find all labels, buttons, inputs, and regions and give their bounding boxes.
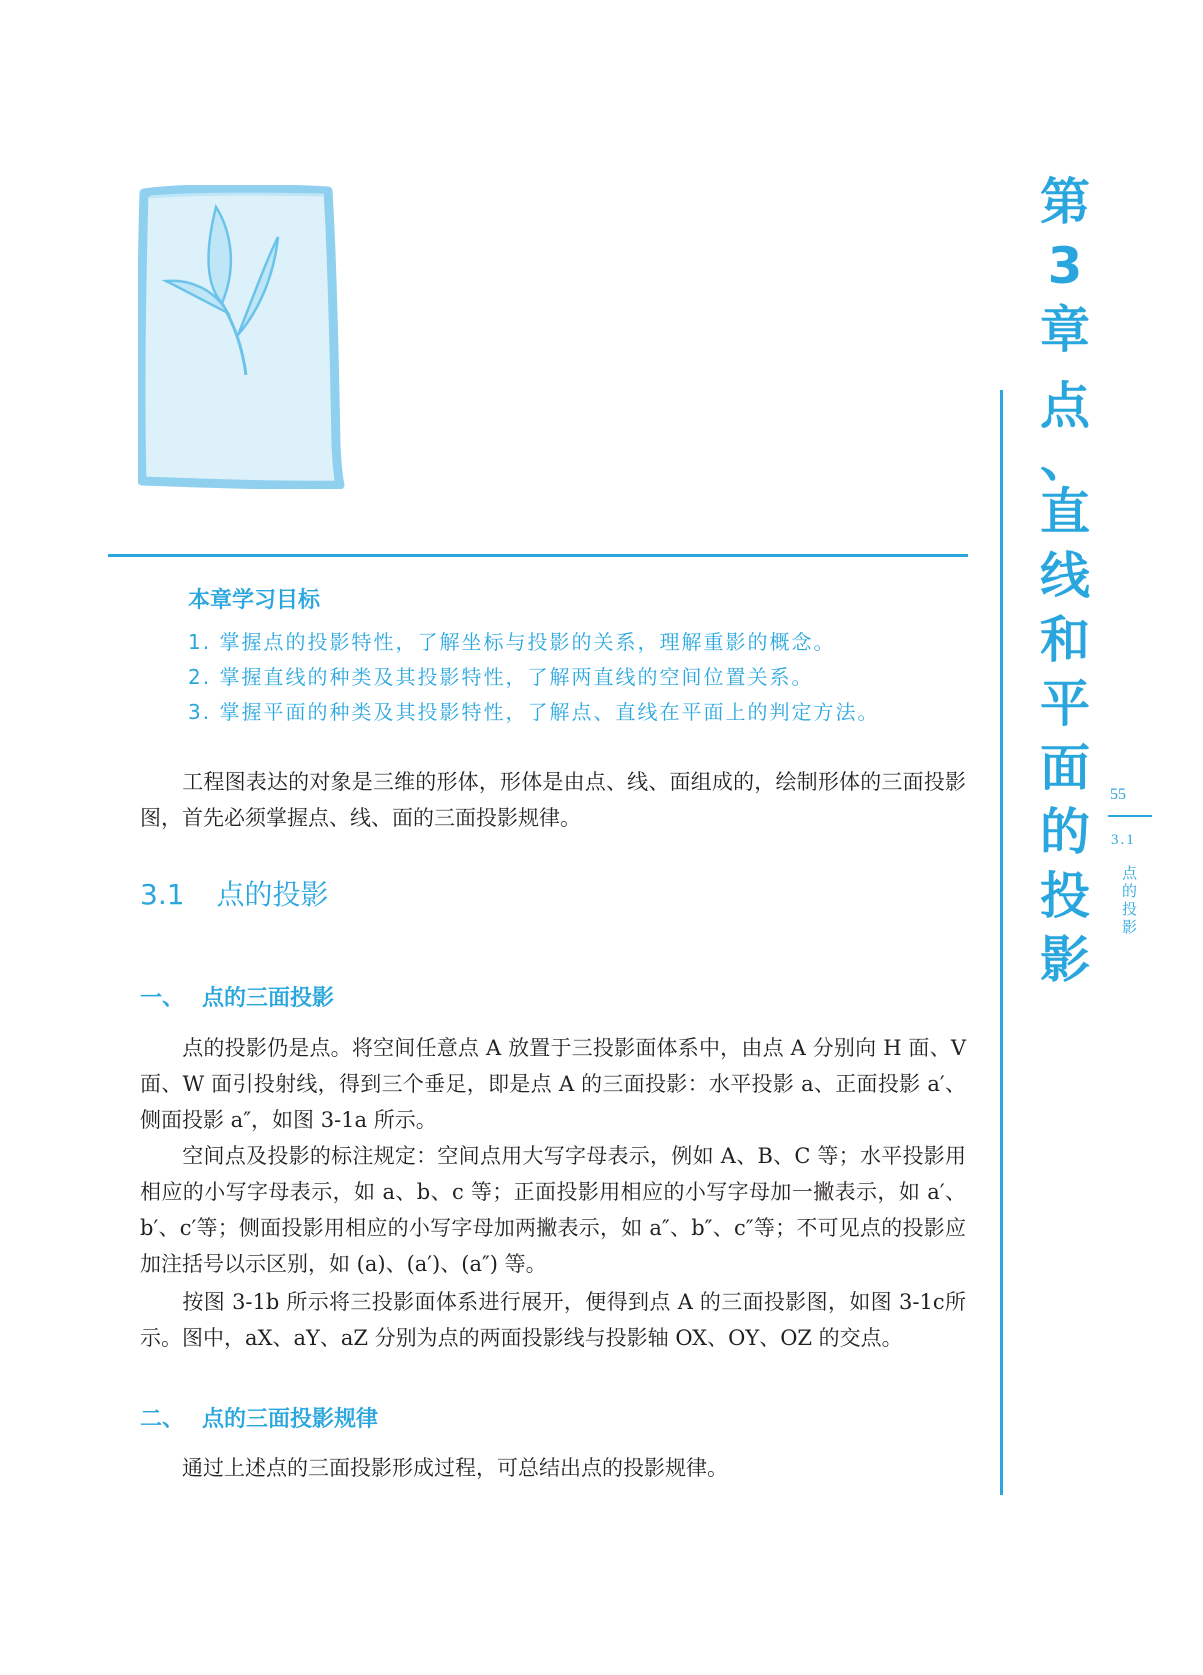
body-paragraph-text: 点的投影仍是点。将空间任意点 A 放置于三投影面体系中，由点 A 分别向 H 面、V 面、W 面引投射线，得到三个垂足，即是点 A 的三面投影：水平投影 a、正面投影 a′、侧面投影 a″，如图 3-1a 所示。 [140,1036,966,1132]
subsection-title: 点的三面投影 [202,986,335,1011]
chapter-title-char: 3 [1047,237,1083,295]
subsection-title: 点的三面投影规律 [202,1407,379,1432]
section-number: 3.1 [140,878,185,911]
side-divider [1108,815,1152,817]
intro-paragraph-text: 工程图表达的对象是三维的形体，形体是由点、线、面组成的，绘制形体的三面投影图，首先必须掌握点、线、面的三面投影规律。 [140,770,966,830]
subsection-heading [140,981,334,1012]
chapter-title-char: 第 [1040,173,1090,231]
body-paragraph-text: 按图 3-1b 所示将三投影面体系进行展开，便得到点 A 的三面投影图，如图 3-1c所示。图中，aX、aY、aZ 分别为点的两面投影线与投影轴 OX、OY、OZ 的交点。 [140,1290,966,1350]
objective-item: 2. 掌握直线的种类及其投影特性，了解两直线的空间位置关系。 [188,665,814,689]
chapter-side-rule [1000,390,1003,1495]
chapter-title-char: 和 [1040,611,1090,669]
subsection-number: 二、 [140,1407,185,1432]
intro-paragraph [140,764,966,836]
section-title: 点的投影 [216,878,329,911]
side-section-title: 点的投影 [1122,864,1138,936]
body-paragraph-text: 通过上述点的三面投影形成过程，可总结出点的投影规律。 [182,1456,728,1480]
chapter-title-char: 平 [1040,675,1090,733]
chapter-title-char: 的 [1040,803,1090,861]
chapter-title-char: 点 [1040,377,1090,435]
frame-border [141,189,340,486]
body-paragraph [140,1450,966,1486]
chapter-title-char: 影 [1040,931,1090,989]
objectives-heading: 本章学习目标 [188,588,321,613]
chapter-title-char: 直 [1040,483,1090,541]
chapter-title-char: 、 [1040,430,1090,488]
body-paragraph [140,1138,966,1282]
objective-item: 3. 掌握平面的种类及其投影特性，了解点、直线在平面上的判定方法。 [188,700,880,724]
section-heading [140,873,329,913]
body-paragraph-text: 空间点及投影的标注规定：空间点用大写字母表示，例如 A、B、C 等；水平投影用相应的小写字母表示，如 a、b、c 等；正面投影用相应的小写字母加一撇表示，如 a′、b′、c′等；侧面投影用相应的小写字母加两撇表示，如 a″、b″、c″等；不可见点的投影应加注括号以示区别，如 (a)、(a′)、(a″) 等。 [140,1144,966,1276]
header-rule [108,554,968,557]
page-number: 55 [1110,786,1126,803]
subsection-number: 一、 [140,986,185,1011]
objective-item: 1. 掌握点的投影特性，了解坐标与投影的关系，理解重影的概念。 [188,630,836,654]
subsection-heading [140,1402,378,1433]
body-paragraph [140,1284,966,1356]
chapter-title-char: 线 [1040,547,1090,605]
chapter-title [1025,170,1105,992]
chapter-title-char: 投 [1040,867,1090,925]
side-section-number: 3.1 [1111,832,1136,848]
chapter-title-char: 章 [1040,301,1090,359]
leaf-illustration [138,185,350,489]
body-paragraph [140,1030,966,1138]
chapter-title-char: 面 [1040,739,1090,797]
